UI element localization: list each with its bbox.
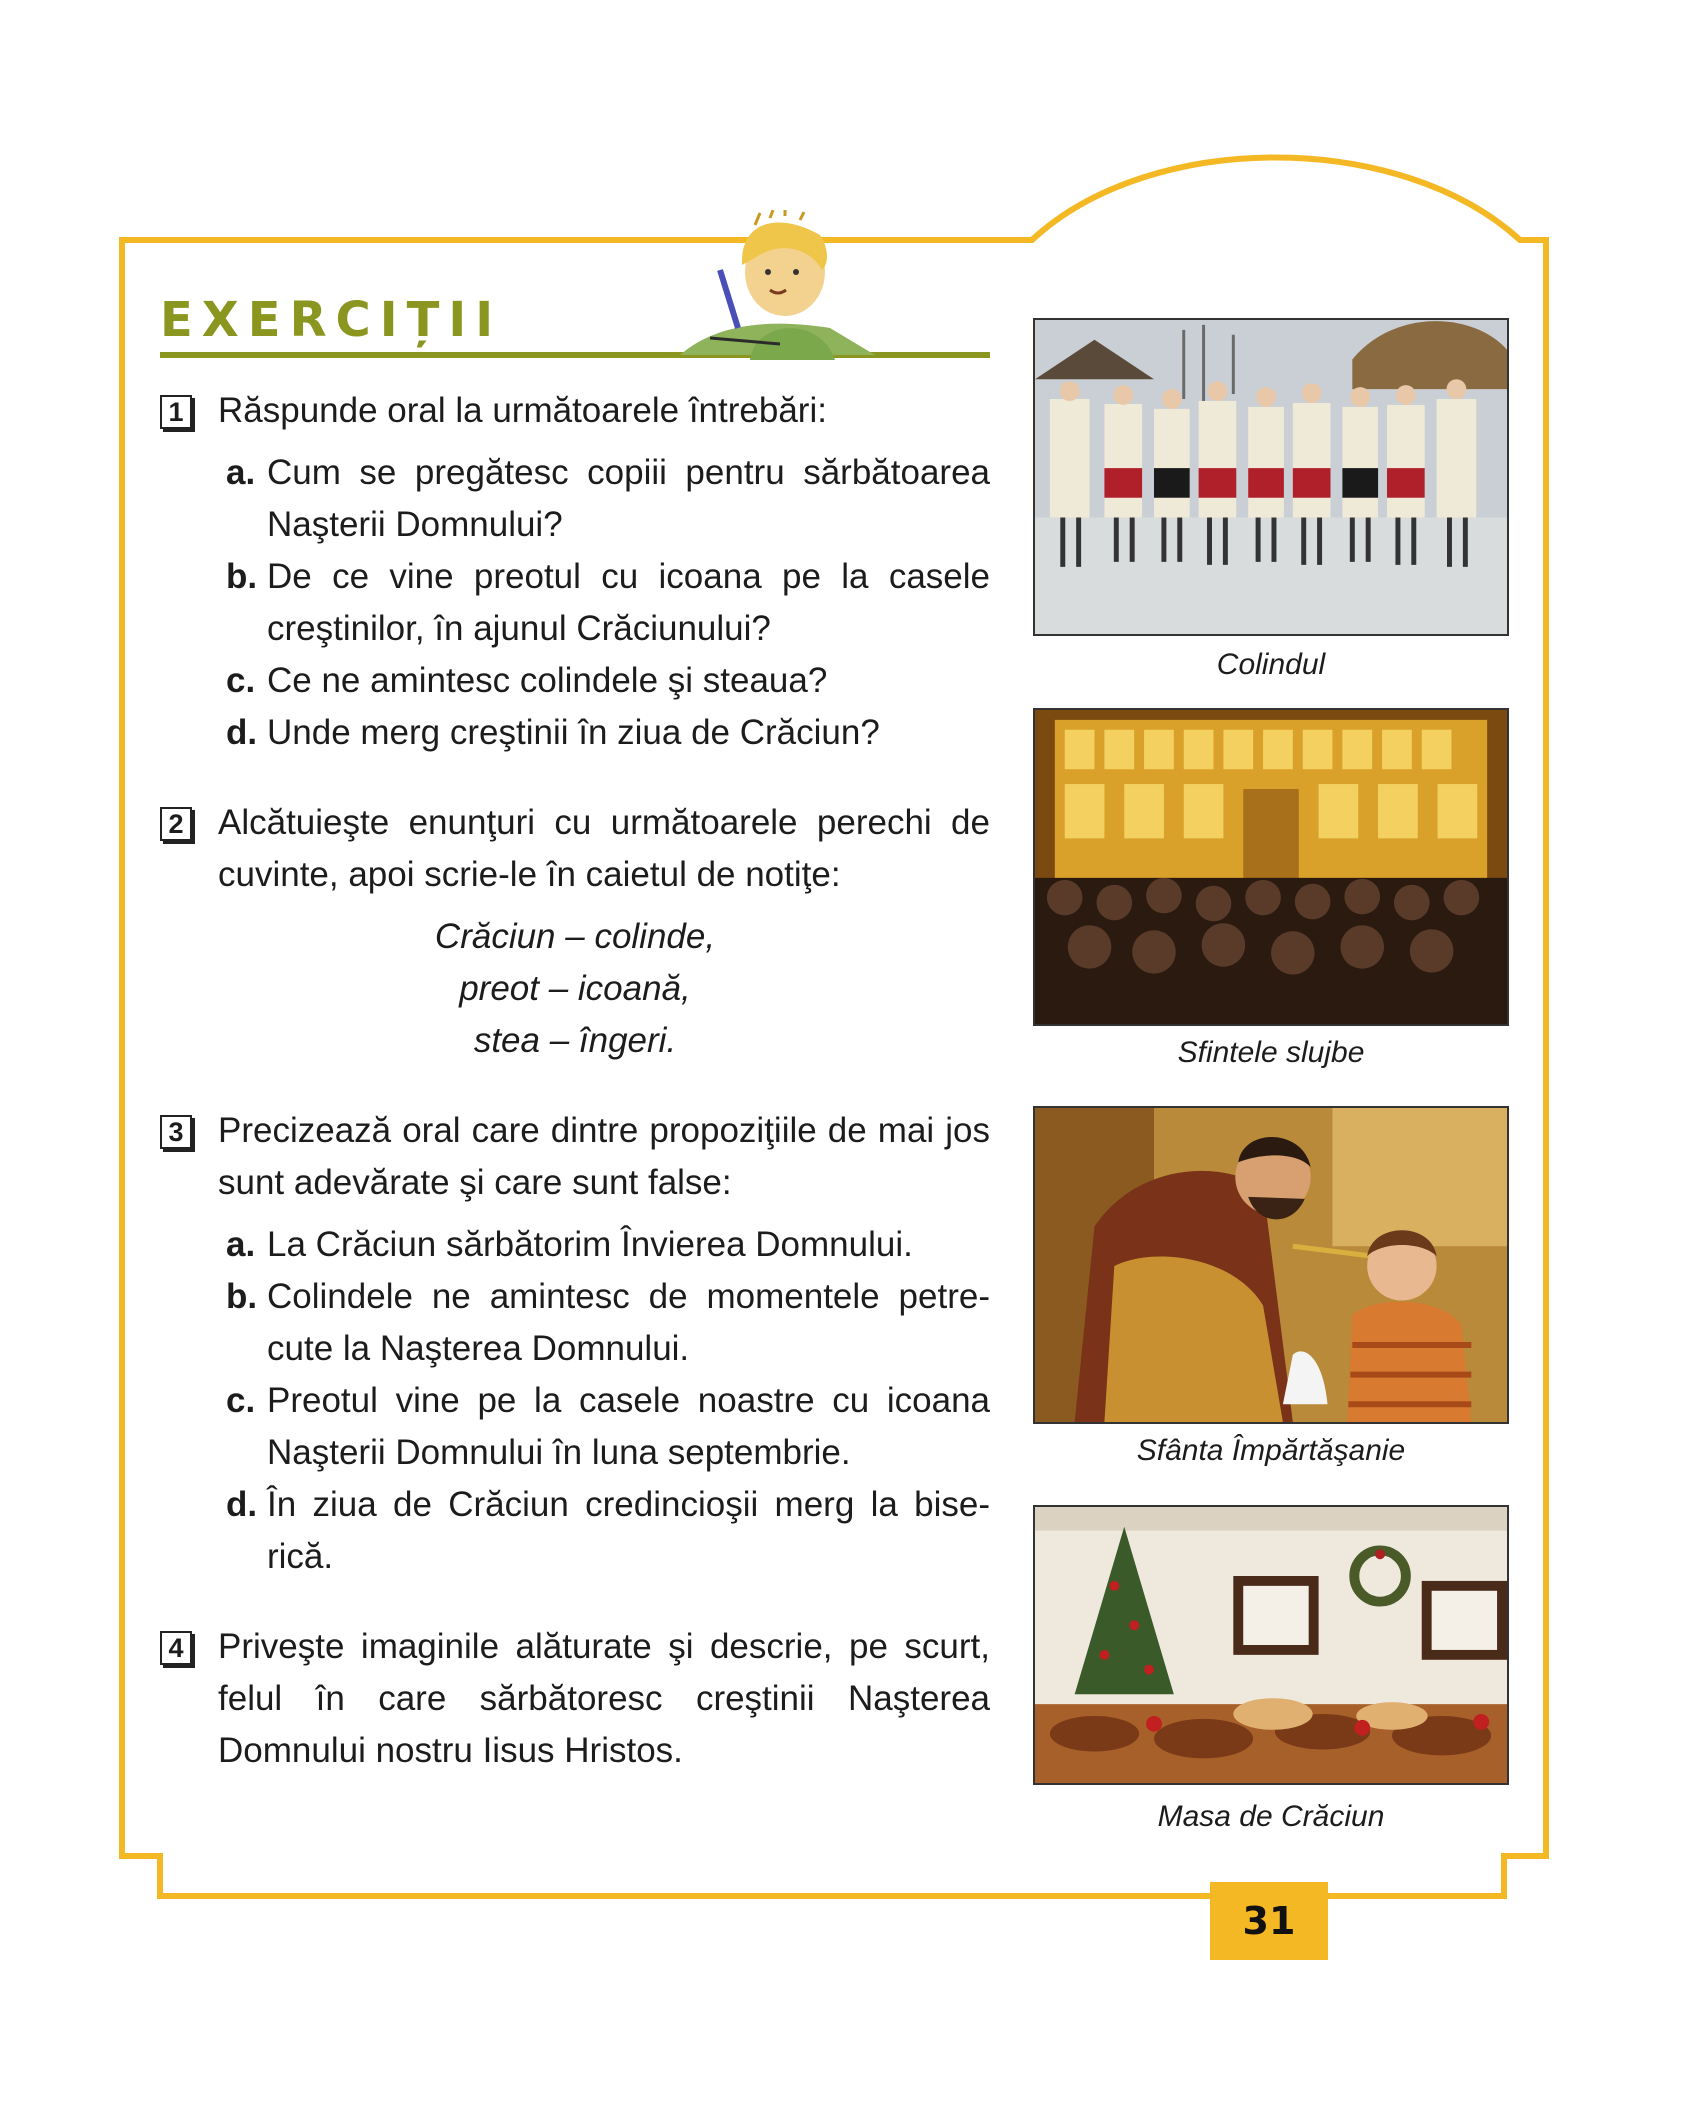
exercise-4 [160,1621,990,1777]
exercise-text: Alcătuieşte enunţuri cu următoarele perechi de cuvinte, apoi scrie-le în caietul de notiţe: [218,803,990,894]
item-text: Colindele ne amintesc de momentele petrecute la Naşterea Domnului. [267,1277,990,1368]
photo-caption: Sfintele slujbe [1177,1036,1365,1069]
item-text: Ce ne amintesc colindele şi steaua? [267,661,828,700]
exercise-number: 1 [160,395,192,429]
item-label: d. [226,1485,258,1524]
photo-caption: Colindul [1216,648,1326,681]
item-text: Cum se pregătesc copiii pentru sărbătoarea Naşterii Domnului? [267,453,990,544]
list-item [160,707,990,759]
exercise-2 [160,797,990,901]
exercise-number: 4 [160,1631,192,1665]
exercises [160,385,990,1777]
exercise-1 [160,385,990,437]
list-item [160,1219,990,1271]
photo-christmas-table [1033,1505,1509,1785]
exercise-3-items [160,1219,990,1583]
list-item [160,655,990,707]
section-heading: EXERCIȚII [160,292,503,348]
word-pair: stea – îngeri. [473,1021,677,1060]
list-item [160,1375,990,1479]
item-label: b. [226,557,258,596]
word-pair: Crăciun – colinde, [434,917,716,956]
photo-caption: Masa de Crăciun [1157,1800,1385,1833]
item-text: În ziua de Crăciun credincioşii merg la biserică. [267,1485,990,1576]
item-label: b. [226,1277,258,1316]
item-text: De ce vine preotul cu icoana pe la casele creştinilor, în ajunul Crăciunului? [267,557,990,648]
exercise-text: Precizează oral care dintre propoziţiile de mai jos sunt adevărate şi care sunt false: [218,1111,990,1202]
item-label: a. [226,453,256,492]
exercise-number: 2 [160,807,192,841]
item-label: c. [226,661,256,700]
list-item [160,1271,990,1375]
exercise-text: Răspunde oral la următoarele întrebări: [218,391,827,430]
page-number: 31 [1210,1882,1328,1960]
list-item [160,551,990,655]
list-item [160,447,990,551]
item-label: a. [226,1225,256,1264]
photo-caption: Sfânta Împărtăşanie [1136,1434,1406,1467]
item-label: c. [226,1381,256,1420]
exercise-text: Priveşte imaginile alăturate şi descrie, pe scurt, felul în care sărbătoresc creştinii Naşterea Domnului nostru Iisus Hristos. [218,1627,990,1770]
writing-boy-illustration [660,210,880,360]
list-item [160,1479,990,1583]
item-text: La Crăciun sărbătorim Învierea Domnului. [267,1225,913,1264]
item-text: Unde merg creştinii în ziua de Crăciun? [267,713,880,752]
photo-communion [1033,1106,1509,1424]
word-pairs [160,911,990,1067]
item-label: d. [226,713,258,752]
word-pair: preot – icoană, [459,969,691,1008]
photo-church-service [1033,708,1509,1026]
item-text: Preotul vine pe la casele noastre cu icoana Naşterii Domnului în luna septembrie. [267,1381,990,1472]
photo-carolers [1033,318,1509,636]
exercise-number: 3 [160,1115,192,1149]
exercise-3 [160,1105,990,1209]
exercise-1-items [160,447,990,759]
